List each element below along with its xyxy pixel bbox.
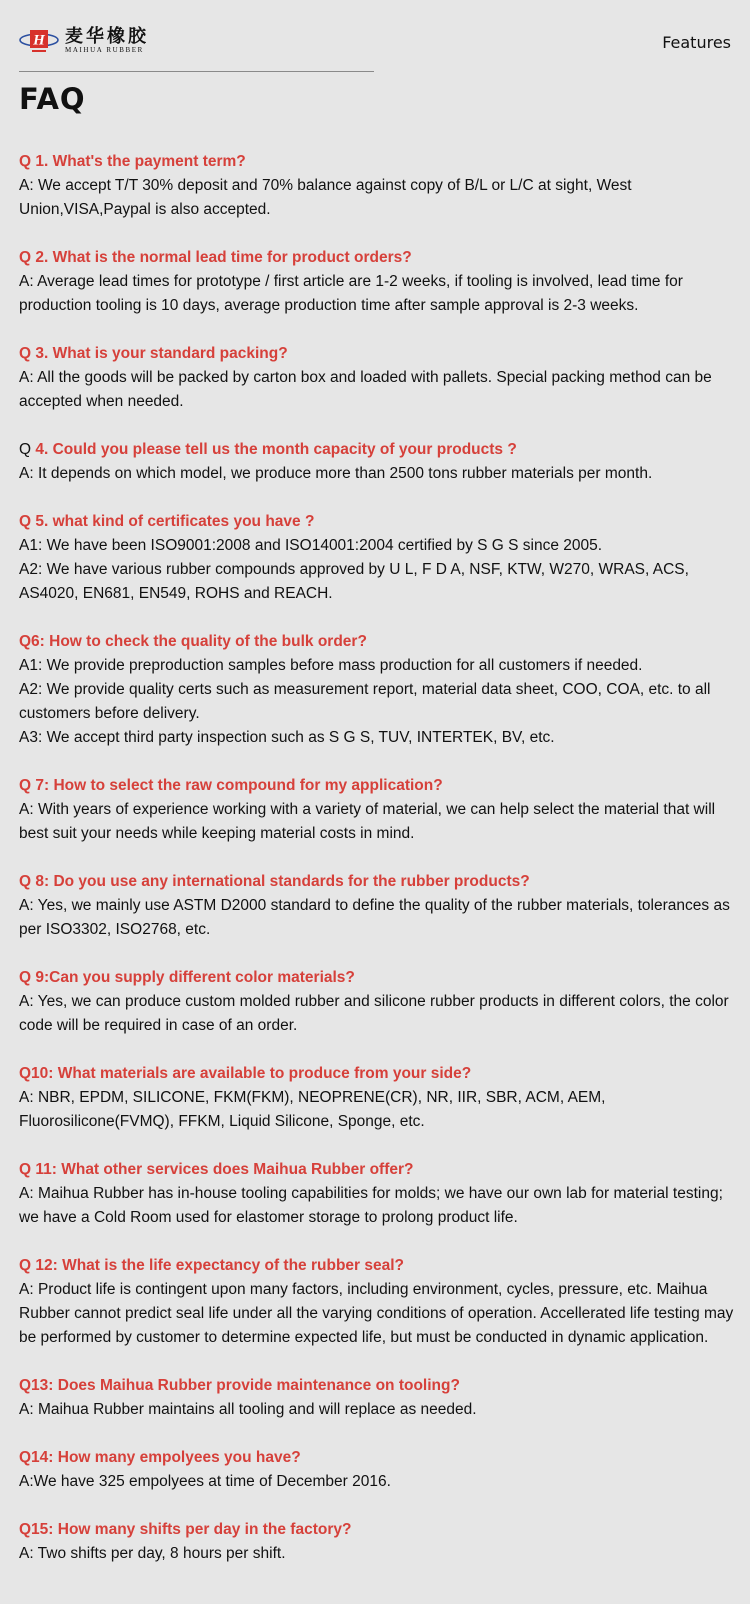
faq-answer: A3: We accept third party inspection such as S G S, TUV, INTERTEK, BV, etc. [19, 729, 555, 746]
faq-item [19, 246, 735, 318]
faq-answer: A: Average lead times for prototype / first article are 1-2 weeks, if tooling is involved, lead time for production tooling is 10 days, average production time after sample approval is 2-3 weeks. [19, 273, 683, 314]
faq-answer: A: Maihua Rubber maintains all tooling and will replace as needed. [19, 1401, 477, 1418]
faq-item [19, 1158, 735, 1230]
faq-answer: A: Product life is contingent upon many factors, including environment, cycles, pressure, etc. Maihua Rubber cannot predict seal life under all the varying conditions of operation. Accellerated life testing may be performed by customer to determine expected life, but must be conducted in dynamic application. [19, 1281, 734, 1346]
header-divider [19, 71, 374, 72]
faq-question-prefix: Q [19, 441, 36, 458]
faq-question-text: Q14: How many empolyees you have? [19, 1449, 301, 1466]
faq-question [19, 438, 735, 462]
faq-question-text: Q 9:Can you supply different color materials? [19, 969, 355, 986]
faq-question-text: Q10: What materials are available to produce from your side? [19, 1065, 472, 1082]
faq-item [19, 1062, 735, 1134]
faq-item [19, 510, 735, 606]
faq-answer: A: Two shifts per day, 8 hours per shift. [19, 1545, 286, 1562]
faq-answer: A: NBR, EPDM, SILICONE, FKM(FKM), NEOPRENE(CR), NR, IIR, SBR, ACM, AEM, Fluorosilicone(FVMQ), FFKM, Liquid Silicone, Sponge, etc. [19, 1089, 606, 1130]
faq-item [19, 1446, 735, 1494]
faq-question-text: Q 3. What is your standard packing? [19, 345, 288, 362]
faq-question-text: Q 12: What is the life expectancy of the rubber seal? [19, 1257, 405, 1274]
faq-question-text: Q 11: What other services does Maihua Rubber offer? [19, 1161, 414, 1178]
faq-item [19, 1254, 735, 1350]
faq-item [19, 438, 735, 486]
faq-question [19, 246, 735, 270]
logo-text [65, 25, 149, 55]
faq-question-text: Q 7: How to select the raw compound for my application? [19, 777, 443, 794]
faq-question [19, 870, 735, 894]
faq-item [19, 966, 735, 1038]
faq-question-text: Q 2. What is the normal lead time for product orders? [19, 249, 412, 266]
faq-answer: A2: We provide quality certs such as measurement report, material data sheet, COO, COA, etc. to all customers before delivery. [19, 681, 711, 722]
faq-item [19, 342, 735, 414]
faq-question [19, 1374, 735, 1398]
features-nav-link[interactable]: Features [662, 33, 731, 52]
faq-answer: A2: We have various rubber compounds approved by U L, F D A, NSF, KTW, W270, WRAS, ACS, AS4020, EN681, EN549, ROHS and REACH. [19, 561, 689, 602]
logo-english-name: MAIHUA RUBBER [65, 45, 144, 54]
faq-answer: A: All the goods will be packed by carton box and loaded with pallets. Special packing method can be accepted when needed. [19, 369, 712, 410]
company-logo[interactable] [19, 26, 149, 56]
faq-question [19, 630, 735, 654]
faq-question-text: Q6: How to check the quality of the bulk order? [19, 633, 367, 650]
faq-question [19, 1062, 735, 1086]
faq-answer: A:We have 325 empolyees at time of December 2016. [19, 1473, 391, 1490]
faq-question [19, 1518, 735, 1542]
faq-question [19, 342, 735, 366]
faq-question-text: Q15: How many shifts per day in the factory? [19, 1521, 352, 1538]
faq-question [19, 1446, 735, 1470]
page-title: FAQ [19, 82, 86, 116]
logo-mark-icon [19, 27, 59, 55]
faq-item [19, 630, 735, 750]
faq-answer: A1: We provide preproduction samples before mass production for all customers if needed. [19, 657, 643, 674]
faq-question-text: 4. Could you please tell us the month capacity of your products ? [35, 441, 517, 458]
site-header [19, 26, 731, 56]
faq-question [19, 966, 735, 990]
faq-question-text: Q 1. What's the payment term? [19, 153, 246, 170]
faq-item [19, 774, 735, 846]
logo-mark-letter: H [33, 32, 45, 49]
faq-item [19, 870, 735, 942]
faq-question [19, 150, 735, 174]
faq-answer: A: Yes, we can produce custom molded rubber and silicone rubber products in different colors, the color code will be required in case of an order. [19, 993, 729, 1034]
faq-question [19, 510, 735, 534]
faq-question-text: Q 8: Do you use any international standards for the rubber products? [19, 873, 530, 890]
faq-question [19, 774, 735, 798]
faq-item [19, 150, 735, 222]
faq-item [19, 1374, 735, 1422]
faq-answer: A: With years of experience working with a variety of material, we can help select the material that will best suit your needs while keeping material costs in mind. [19, 801, 716, 842]
faq-list [19, 150, 735, 1590]
faq-answer: A: It depends on which model, we produce more than 2500 tons rubber materials per month. [19, 465, 653, 482]
faq-answer: A: Yes, we mainly use ASTM D2000 standard to define the quality of the rubber materials, tolerances as per ISO3302, ISO2768, etc. [19, 897, 730, 938]
faq-answer: A: We accept T/T 30% deposit and 70% balance against copy of B/L or L/C at sight, West Union,VISA,Paypal is also accepted. [19, 177, 632, 218]
logo-chinese-name: 麦华橡胶 [65, 25, 149, 47]
faq-item [19, 1518, 735, 1566]
faq-question-text: Q 5. what kind of certificates you have ? [19, 513, 315, 530]
faq-answer: A: Maihua Rubber has in-house tooling capabilities for molds; we have our own lab for material testing; we have a Cold Room used for elastomer storage to prolong product life. [19, 1185, 723, 1226]
faq-answer: A1: We have been ISO9001:2008 and ISO14001:2004 certified by S G S since 2005. [19, 537, 603, 554]
faq-question-text: Q13: Does Maihua Rubber provide maintenance on tooling? [19, 1377, 460, 1394]
faq-question [19, 1254, 735, 1278]
faq-question [19, 1158, 735, 1182]
